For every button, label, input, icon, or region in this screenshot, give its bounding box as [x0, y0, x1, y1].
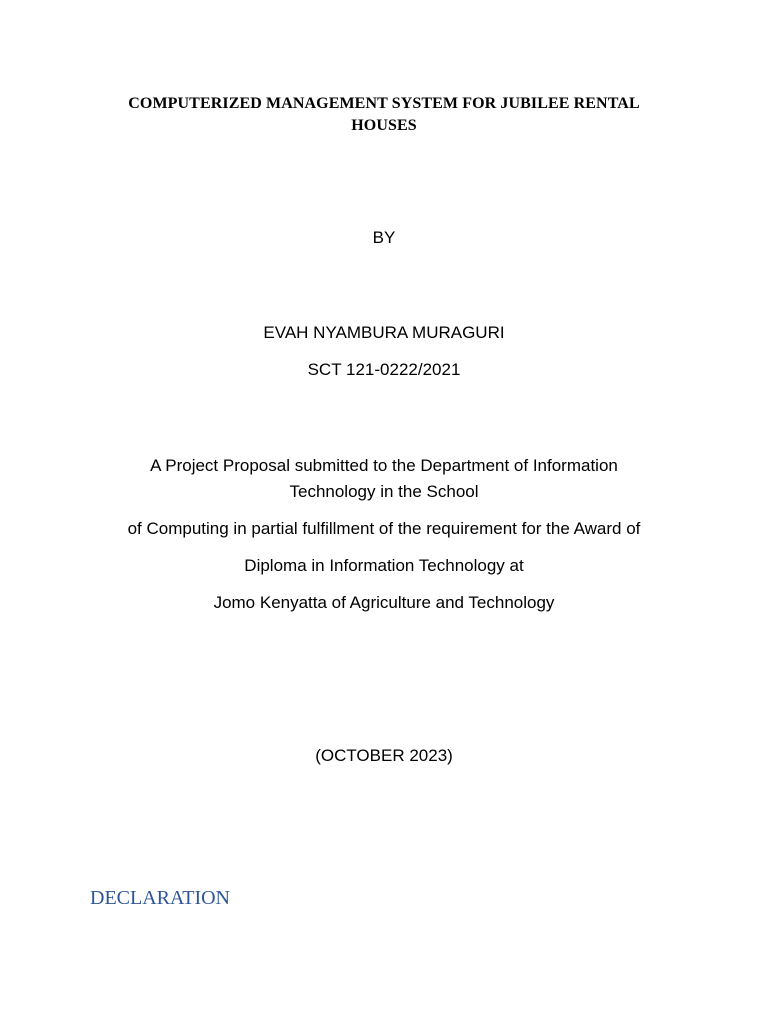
proposal-line: of Computing in partial fulfillment of the requirement for the Award of — [127, 519, 641, 538]
proposal-line: Technology in the School — [289, 482, 479, 501]
registration-number: SCT 121-0222/2021 — [307, 360, 461, 379]
by-label: BY — [372, 228, 396, 247]
proposal-line: Jomo Kenyatta of Agriculture and Technology — [213, 593, 555, 612]
declaration-heading: DECLARATION — [90, 887, 230, 909]
title-line-2: HOUSES — [351, 117, 417, 134]
proposal-line: Diploma in Information Technology at — [244, 556, 524, 575]
submission-date: (OCTOBER 2023) — [315, 746, 453, 765]
author-name: EVAH NYAMBURA MURAGURI — [263, 323, 505, 342]
document-title — [90, 93, 678, 137]
title-line-1: COMPUTERIZED MANAGEMENT SYSTEM FOR JUBILEE RENTAL — [128, 95, 640, 112]
proposal-line: A Project Proposal submitted to the Department of Information — [150, 456, 618, 475]
